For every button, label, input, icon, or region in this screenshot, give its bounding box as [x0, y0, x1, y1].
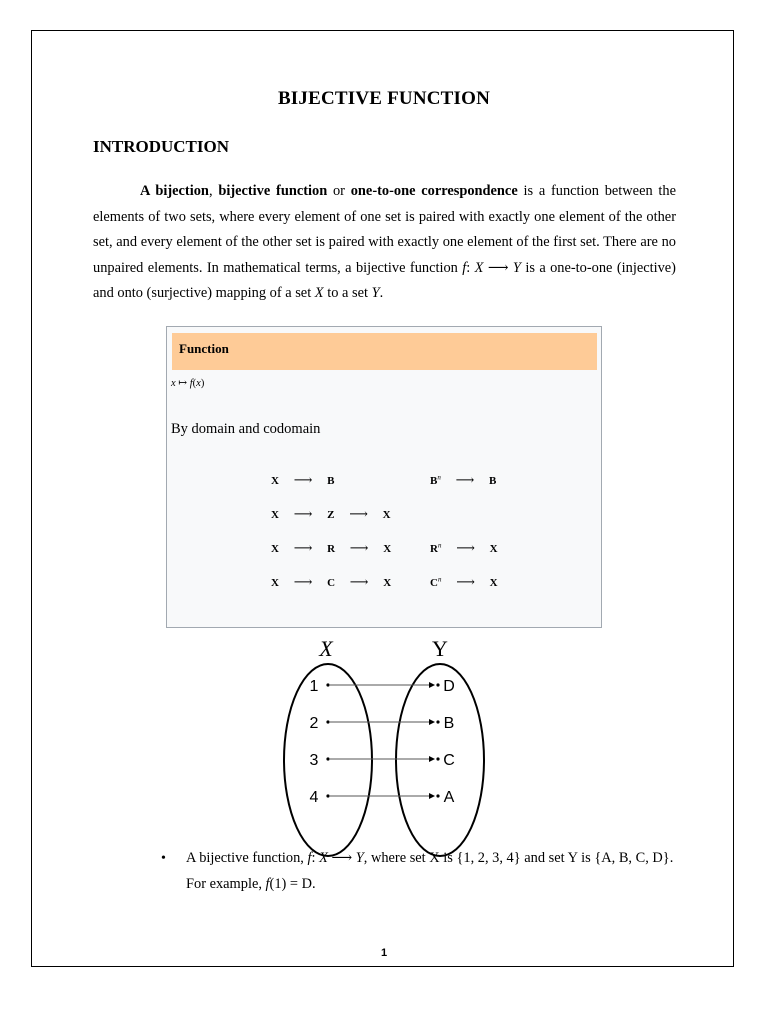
section-heading: INTRODUCTION	[93, 137, 230, 156]
mapping-4	[310, 789, 455, 806]
codomain-point-b	[436, 720, 439, 723]
codomain-element-c: C	[443, 752, 455, 769]
codomain-point-a	[436, 794, 439, 797]
map-row-3-right: $R^n$ ⟶ X	[430, 540, 498, 555]
codomain-element-a: A	[443, 789, 455, 806]
codomain-element-b: B	[443, 715, 455, 732]
codomain-ellipse	[396, 664, 484, 856]
codomain-point-c	[436, 757, 439, 760]
bullet-marker: •	[161, 851, 166, 866]
bullet-text: A bijective function, f: X ⟶ Y, where set X is {1, 2, 3, 4} and set Y is {A, B, C, D}. For example, f(1) = D.	[186, 850, 674, 892]
map-row-1-right: $B^n$ ⟶ B	[430, 472, 497, 487]
map-row-2-left: X ⟶ Z ⟶ X	[271, 506, 391, 521]
codomain-element-d: D	[443, 678, 455, 695]
function-notation: x ↦ f(x)	[171, 378, 205, 389]
infobox-header	[172, 333, 597, 370]
map-row-1-left: X ⟶ B	[271, 472, 335, 487]
domain-element-3: 3	[309, 752, 319, 769]
domain-element-1: 1	[309, 678, 319, 695]
bijection-diagram	[270, 632, 490, 862]
set-x-label: X	[319, 636, 333, 661]
domain-point-2	[326, 720, 329, 723]
mapping-2	[310, 715, 455, 732]
map-row-4-left: X ⟶ C ⟶ X	[271, 574, 392, 589]
term-bijection: A bijection	[140, 183, 209, 199]
infobox-subheading: By domain and codomain	[171, 421, 321, 437]
function-infobox	[166, 326, 602, 628]
domain-element-2: 2	[309, 715, 319, 732]
domain-point-1	[326, 683, 329, 686]
domain-point-3	[326, 757, 329, 760]
codomain-point-d	[436, 683, 439, 686]
term-bijective-function: bijective function	[218, 183, 328, 199]
intro-paragraph: A bijection, bijective function or one-to-one correspondence is a function between the elements of two sets, where every element of one set is paired with exactly one element of the other set, and every element of the other set is paired with exactly one element of the first set. There are no unpaired elements. In mathematical terms, a bijective function f: X ⟶ Y is a one-to-one (injective) and onto (surjective) mapping of a set X to a set Y.	[93, 183, 677, 302]
map-row-3-left: X ⟶ R ⟶ X	[271, 540, 392, 555]
mapping-3	[310, 752, 455, 769]
domain-element-4: 4	[309, 789, 319, 806]
infobox-title: Function	[179, 341, 229, 356]
page-number: 1	[380, 947, 388, 959]
mapping-1	[310, 678, 455, 695]
domain-point-4	[326, 794, 329, 797]
document-title: BIJECTIVE FUNCTION	[277, 88, 491, 109]
set-y-label: Y	[432, 636, 448, 661]
term-one-to-one: one-to-one correspondence	[350, 183, 518, 199]
map-row-4-right: $C^n$ ⟶ X	[430, 574, 498, 589]
